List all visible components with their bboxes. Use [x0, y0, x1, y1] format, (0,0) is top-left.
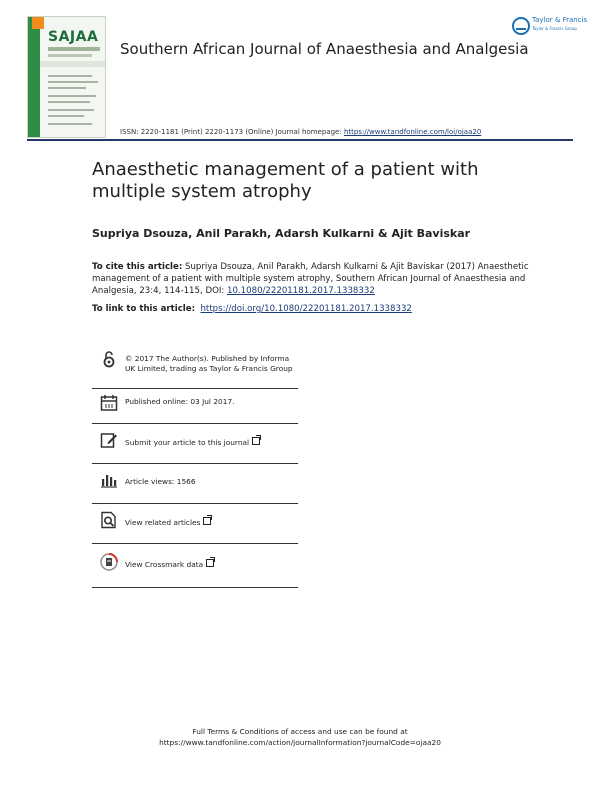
related-search-icon: [100, 511, 118, 529]
publisher-tagline: Taylor & Francis Group: [532, 26, 577, 31]
calendar-icon: [100, 394, 118, 412]
published-item: [92, 388, 298, 424]
cover-brand: SAJAA: [48, 29, 99, 45]
license-item: [92, 350, 298, 389]
cover-stripe: [28, 17, 40, 137]
article-link-line: [92, 304, 412, 314]
taylor-francis-logo[interactable]: [512, 16, 588, 36]
crossmark-icon: [100, 553, 118, 571]
cover-subtitle-line: [48, 47, 100, 51]
open-access-icon: [100, 350, 118, 368]
article-authors: Supriya Dsouza, Anil Parakh, Adarsh Kulkarni & Ajit Baviskar: [92, 227, 471, 240]
article-title: Anaesthetic management of a patient with multiple system atrophy: [92, 159, 479, 202]
crossmark-link[interactable]: [125, 559, 300, 570]
submit-article-text: Submit your article to this journal: [125, 438, 250, 447]
cover-text-line: [48, 81, 98, 83]
journal-title: Southern African Journal of Anaesthesia and Analgesia: [120, 40, 529, 58]
related-articles-link[interactable]: [125, 517, 300, 528]
footer-terms-text: Full Terms & Conditions of access and use can be found at: [192, 727, 408, 736]
published-date-text: Published online: 03 Jul 2017.: [125, 397, 235, 406]
license-text: © 2017 The Author(s). Published by Informa UK Limited, trading as Taylor & Francis Group: [125, 354, 293, 373]
cover-text-line: [48, 75, 92, 77]
cover-subtitle-line: [48, 54, 92, 57]
cover-flag: [32, 17, 44, 29]
link-label: To link to this article:: [92, 304, 196, 314]
submit-article-link[interactable]: [125, 437, 300, 448]
journal-cover-thumbnail: [27, 16, 106, 138]
header-divider: [27, 139, 573, 141]
submit-article-item[interactable]: [92, 423, 298, 464]
citation-block: [92, 261, 532, 297]
citation-text: Supriya Dsouza, Anil Parakh, Adarsh Kulkarni & Ajit Baviskar (2017) Anaesthetic management of a patient with multiple system atrophy, Southern African Journal of Anaesthesia and Analgesia, 23:4, 114-115, DOI:: [92, 262, 529, 296]
crossmark-text: View Crossmark data: [125, 560, 204, 569]
issn-text: ISSN: 2220-1181 (Print) 2220-1173 (Online) Journal homepage:: [120, 128, 344, 136]
cover-text-line: [48, 101, 90, 103]
cover-text-line: [48, 87, 86, 89]
citation-doi-link[interactable]: 10.1080/22201181.2017.1338332: [227, 286, 375, 296]
article-views-item: [92, 463, 298, 504]
article-doi-link[interactable]: https://doi.org/10.1080/22201181.2017.1338332: [200, 304, 412, 314]
related-articles-item[interactable]: [92, 503, 298, 544]
external-link-icon: [252, 437, 260, 445]
external-link-icon: [203, 517, 211, 525]
cover-text-line: [48, 109, 94, 111]
cover-text-line: [48, 115, 84, 117]
cover-text-line: [48, 123, 92, 125]
journal-homepage-link[interactable]: https://www.tandfonline.com/loi/ojaa20: [343, 128, 482, 136]
cover-text-line: [48, 95, 96, 97]
cover-band: [40, 61, 105, 67]
bar-chart-icon: [100, 471, 118, 489]
footer-terms-url[interactable]: https://www.tandfonline.com/action/journalInformation?journalCode=ojaa20: [159, 738, 441, 747]
citation-label: To cite this article:: [92, 262, 183, 272]
issn-line: [120, 128, 481, 136]
crossmark-item[interactable]: [92, 543, 298, 588]
publisher-name: Taylor & Francis: [532, 16, 588, 24]
external-link-icon: [206, 559, 214, 567]
taylor-francis-icon: [512, 17, 530, 35]
article-views-text: Article views: 1566: [125, 477, 196, 486]
edit-icon: [100, 431, 118, 449]
related-articles-text: View related articles: [125, 518, 201, 527]
footer: [0, 726, 600, 748]
